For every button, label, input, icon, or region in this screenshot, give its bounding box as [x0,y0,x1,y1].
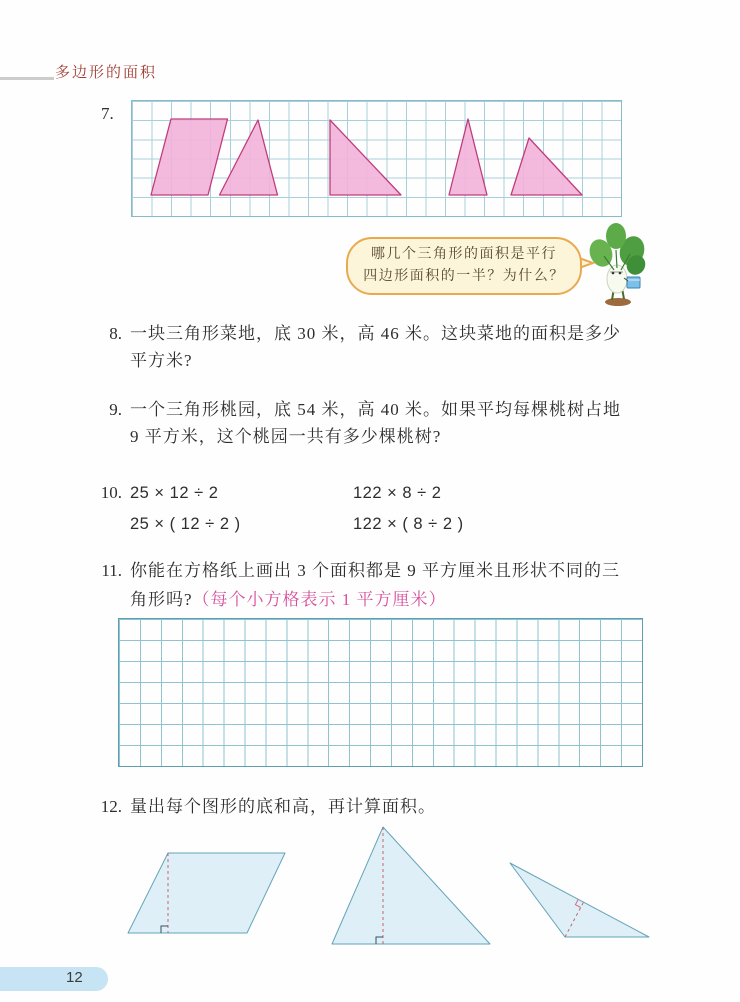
parallelogram [151,119,228,195]
problem-11-number: 11. [101,561,122,580]
page-number: 12 [66,969,83,986]
problem-8-text-line2: 平方米? [130,351,193,370]
problem-12 [96,793,656,820]
right-triangle [330,120,401,195]
triangle-4 [511,138,582,195]
problem-7-shapes [131,100,620,215]
problem-8-text-line1: 一块三角形菜地，底 30 米，高 46 米。这块菜地的面积是多少 [130,324,621,343]
soil-mound [605,298,631,306]
problem-9-text-line2: 9 平方米，这个桃园一共有多少棵桃树? [130,427,442,446]
expression-b2: 122 × ( 8 ÷ 2 ) [353,515,464,533]
problem-8-number: 8. [109,324,122,343]
triangle-1 [220,120,278,195]
expression-a1: 25 × 12 ÷ 2 [130,484,219,502]
problem-9-number: 9. [109,400,122,419]
parallelogram [128,853,285,933]
expression-a2: 25 × ( 12 ÷ 2 ) [130,515,241,533]
speech-bubble-line2: 四边形面积的一半？为什么？ [363,269,565,284]
problem-12-shapes [110,818,665,952]
problem-11-text-line2: 角形吗? [130,590,193,609]
problem-10-number: 10. [100,483,122,502]
obtuse-triangle [510,863,649,937]
expression-b1: 122 × 8 ÷ 2 [353,484,442,502]
problem-9-text-line1: 一个三角形桃园，底 54 米，高 40 米。如果平均每棵桃树占地 [130,400,621,419]
problem-7-number: 7. [101,104,114,123]
problem-8 [96,320,656,374]
problem-10 [96,477,656,540]
problem-11-note: （每个小方格表示 1 平方厘米） [192,590,447,609]
problem-12-text: 量出每个图形的底和高，再计算面积。 [130,797,436,816]
speech-bubble [346,237,582,295]
speech-bubble-line1: 哪几个三角形的面积是平行 [371,247,557,262]
problem-11-grid [118,618,643,767]
blue-book [627,277,640,288]
triangle [332,827,490,944]
page-number-pill [0,967,108,991]
triangle-3 [449,119,487,195]
problem-9 [96,396,656,450]
problem-12-number: 12. [100,797,122,816]
problem-11 [96,556,656,614]
problem-11-text-line1: 你能在方格纸上画出 3 个面积都是 9 平方厘米且形状不同的三 [130,561,620,580]
chapter-title: 多边形的面积 [55,65,158,81]
header-rule [0,77,54,80]
